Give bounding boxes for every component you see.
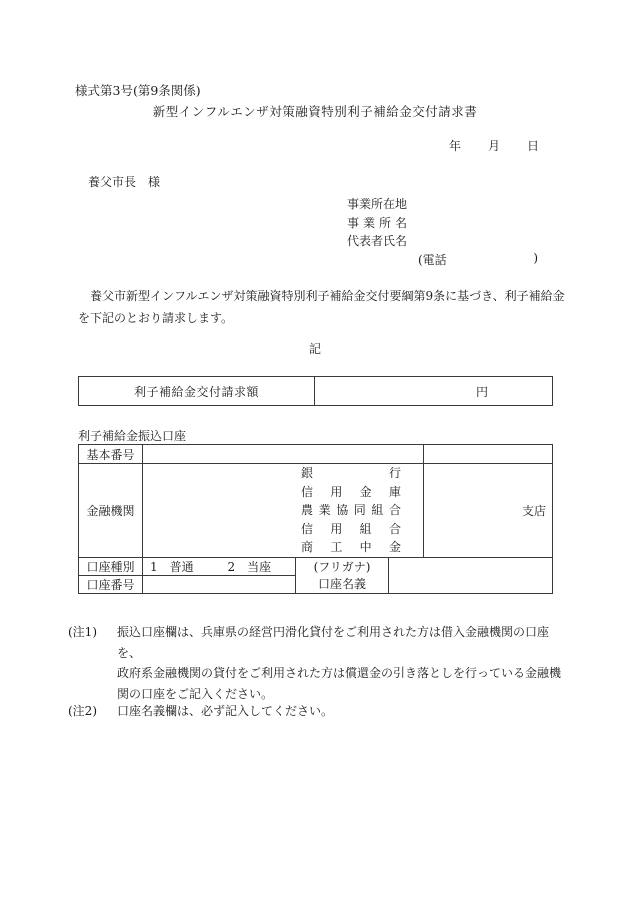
date-day-label: 日: [526, 139, 539, 153]
phone-open-label: (電話: [418, 253, 447, 267]
basic-number-value-cell: [143, 445, 424, 464]
date-line: [449, 137, 539, 154]
note-1-label: (注1): [68, 625, 97, 639]
note-2: [68, 701, 568, 722]
addressee: 養父市長 様: [88, 175, 161, 189]
section-marker: 記: [308, 342, 321, 356]
institution-label: 金融機関: [79, 464, 143, 558]
account-type-options-cell: [143, 558, 296, 576]
branch-label: 支店: [522, 504, 547, 518]
claim-amount-table: [78, 376, 553, 406]
account-type-label: 口座種別: [79, 558, 143, 576]
branch-label-cell: [424, 464, 553, 558]
holder-label: 口座名義: [317, 576, 366, 591]
note-1-line-2: 政府系金融機関の貸付をご利用された方は償還金の引き落としを行っている金融機: [117, 666, 562, 680]
notes-block: [68, 622, 568, 722]
form-number: 様式第3号(第9条関係): [75, 83, 201, 98]
furigana-label: (フリガナ): [313, 559, 371, 574]
institution-type-shinkin: 信 用 金 庫: [301, 484, 401, 499]
body-line-2: を下記のとおり請求します。: [78, 311, 234, 325]
account-number-label: 口座番号: [79, 576, 143, 594]
institution-type-bank: 銀 行: [301, 466, 401, 481]
applicant-representative-label: 代表者氏名: [347, 234, 408, 248]
basic-number-label: 基本番号: [79, 445, 143, 464]
note-2-label: (注2): [68, 704, 97, 718]
note-1-line-1: 振込口座欄は、兵庫県の経営円滑化貸付をご利用された方は借入金融機関の口座を、: [117, 625, 550, 660]
body-line-1: 養父市新型インフルエンザ対策融資特別利子補給金交付要綱第9条に基づき、利子補給金: [90, 289, 565, 303]
institution-type-shoko-chukin: 商 工 中 金: [301, 540, 401, 555]
table-row: [79, 558, 553, 576]
institution-name-cell: [143, 464, 424, 558]
claim-amount-label: 利子補給金交付請求額: [79, 377, 315, 406]
body-paragraph: [78, 285, 565, 329]
holder-name-value-cell: [389, 558, 553, 594]
table-row: [79, 445, 553, 464]
bank-account-table: [78, 444, 553, 594]
institution-type-list: [301, 464, 401, 557]
table-row: [79, 464, 553, 558]
account-type-option-ordinary: 1 普通: [150, 560, 194, 574]
phone-close-paren: ): [533, 251, 538, 265]
applicant-address-label: 事業所在地: [347, 197, 408, 211]
note-1: [68, 622, 568, 663]
account-type-option-current: 2 当座: [227, 560, 272, 574]
applicant-office-label: 事 業 所 名: [347, 215, 407, 230]
applicant-block: [347, 195, 407, 251]
institution-type-credit-union: 信 用 組 合: [301, 521, 401, 536]
account-section-heading: 利子補給金振込口座: [78, 429, 187, 443]
date-month-label: 月: [487, 139, 500, 153]
basic-number-right-cell: [424, 445, 553, 464]
page-title: 新型インフルエンザ対策融資特別利子補給金交付請求書: [152, 104, 478, 119]
yen-unit-label: 円: [475, 384, 488, 399]
date-year-label: 年: [449, 139, 462, 153]
table-row: [79, 377, 553, 406]
account-number-value-cell: [143, 576, 296, 594]
claim-amount-value-cell: [315, 377, 553, 406]
note-2-text: 口座名義欄は、必ず記入してください。: [117, 704, 334, 718]
institution-type-ja: 農 業 協 同 組 合: [301, 503, 401, 518]
note-1-line-3: 関の口座をご記入ください。: [117, 686, 274, 701]
holder-label-cell: [296, 558, 389, 594]
phone-line: [418, 251, 538, 268]
